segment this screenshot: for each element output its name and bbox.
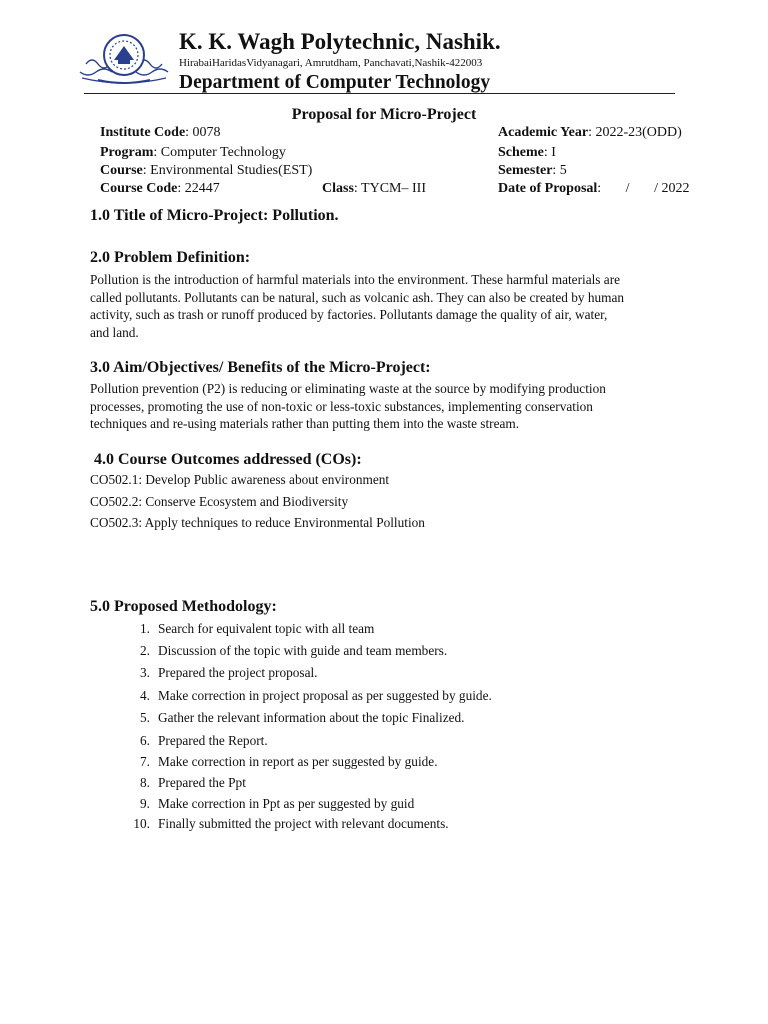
section-2-heading: 2.0 Problem Definition: (90, 249, 251, 266)
methodology-step: 5. Gather the relevant information about the topic Finalized. (140, 710, 465, 725)
course-outcome-item: CO502.2: Conserve Ecosystem and Biodiversity (90, 494, 349, 509)
section-1-title: 1.0 Title of Micro-Project: Pollution. (90, 207, 339, 224)
methodology-step: 7. Make correction in report as per suggested by guide. (140, 754, 438, 769)
program: Program: Computer Technology (100, 145, 286, 160)
methodology-step: 2. Discussion of the topic with guide and team members. (140, 643, 448, 658)
header-divider (84, 93, 675, 94)
class: Class: TYCM– III (322, 181, 426, 196)
aim-objectives-text (90, 380, 702, 433)
paragraph-line: Pollution is the introduction of harmful materials into the environment. These harmful materials are (90, 272, 621, 287)
problem-definition-text (90, 271, 702, 341)
academic-year: Academic Year: 2022-23(ODD) (498, 125, 682, 140)
methodology-step: 10. Finally submitted the project with relevant documents. (133, 816, 449, 831)
course-code: Course Code: 22447 (100, 181, 220, 196)
institute-code: Institute Code: 0078 (100, 125, 221, 140)
department-name: Department of Computer Technology (179, 72, 491, 93)
methodology-step: 9. Make correction in Ppt as per suggested by guid (140, 796, 415, 811)
proposal-title: Proposal for Micro-Project (291, 106, 477, 123)
semester: Semester: 5 (498, 163, 567, 178)
paragraph-line: Pollution prevention (P2) is reducing or eliminating waste at the source by modifying production (90, 381, 606, 396)
methodology-step: 4. Make correction in project proposal as per suggested by guide. (140, 688, 492, 703)
date-of-proposal: Date of Proposal: / / 2022 (498, 181, 690, 196)
college-address: HirabaiHaridasVidyanagari, Amrutdham, Panchavati,Nashik-422003 (179, 57, 483, 69)
paragraph-line: activity, such as trash or runoff produced by factories. Pollutants damage the quality of air, water, (90, 307, 608, 322)
methodology-step: 6. Prepared the Report. (140, 733, 268, 748)
section-5-heading: 5.0 Proposed Methodology: (90, 598, 277, 615)
scheme: Scheme: I (498, 145, 556, 160)
section-3-heading: 3.0 Aim/Objectives/ Benefits of the Micro-Project: (90, 359, 431, 376)
course-outcome-item: CO502.3: Apply techniques to reduce Environmental Pollution (90, 515, 425, 530)
paragraph-line: called pollutants. Pollutants can be natural, such as volcanic ash. They can also be created by human (90, 289, 625, 305)
methodology-step: 3. Prepared the project proposal. (140, 665, 318, 680)
section-4-heading: 4.0 Course Outcomes addressed (COs): (94, 451, 362, 468)
course-outcome-item: CO502.1: Develop Public awareness about environment (90, 472, 390, 487)
paragraph-line: techniques and re-using materials rather than putting them into the waste stream. (90, 416, 520, 431)
paragraph-line: processes, promoting the use of non-toxic or less-toxic substances, implementing conservation (90, 398, 593, 414)
college-name: K. K. Wagh Polytechnic, Nashik. (179, 29, 501, 54)
college-crest-logo (76, 28, 172, 86)
methodology-step: 8. Prepared the Ppt (140, 775, 246, 790)
methodology-step: 1. Search for equivalent topic with all team (140, 621, 375, 636)
paragraph-line: and land. (90, 324, 139, 340)
course: Course: Environmental Studies(EST) (100, 163, 313, 178)
